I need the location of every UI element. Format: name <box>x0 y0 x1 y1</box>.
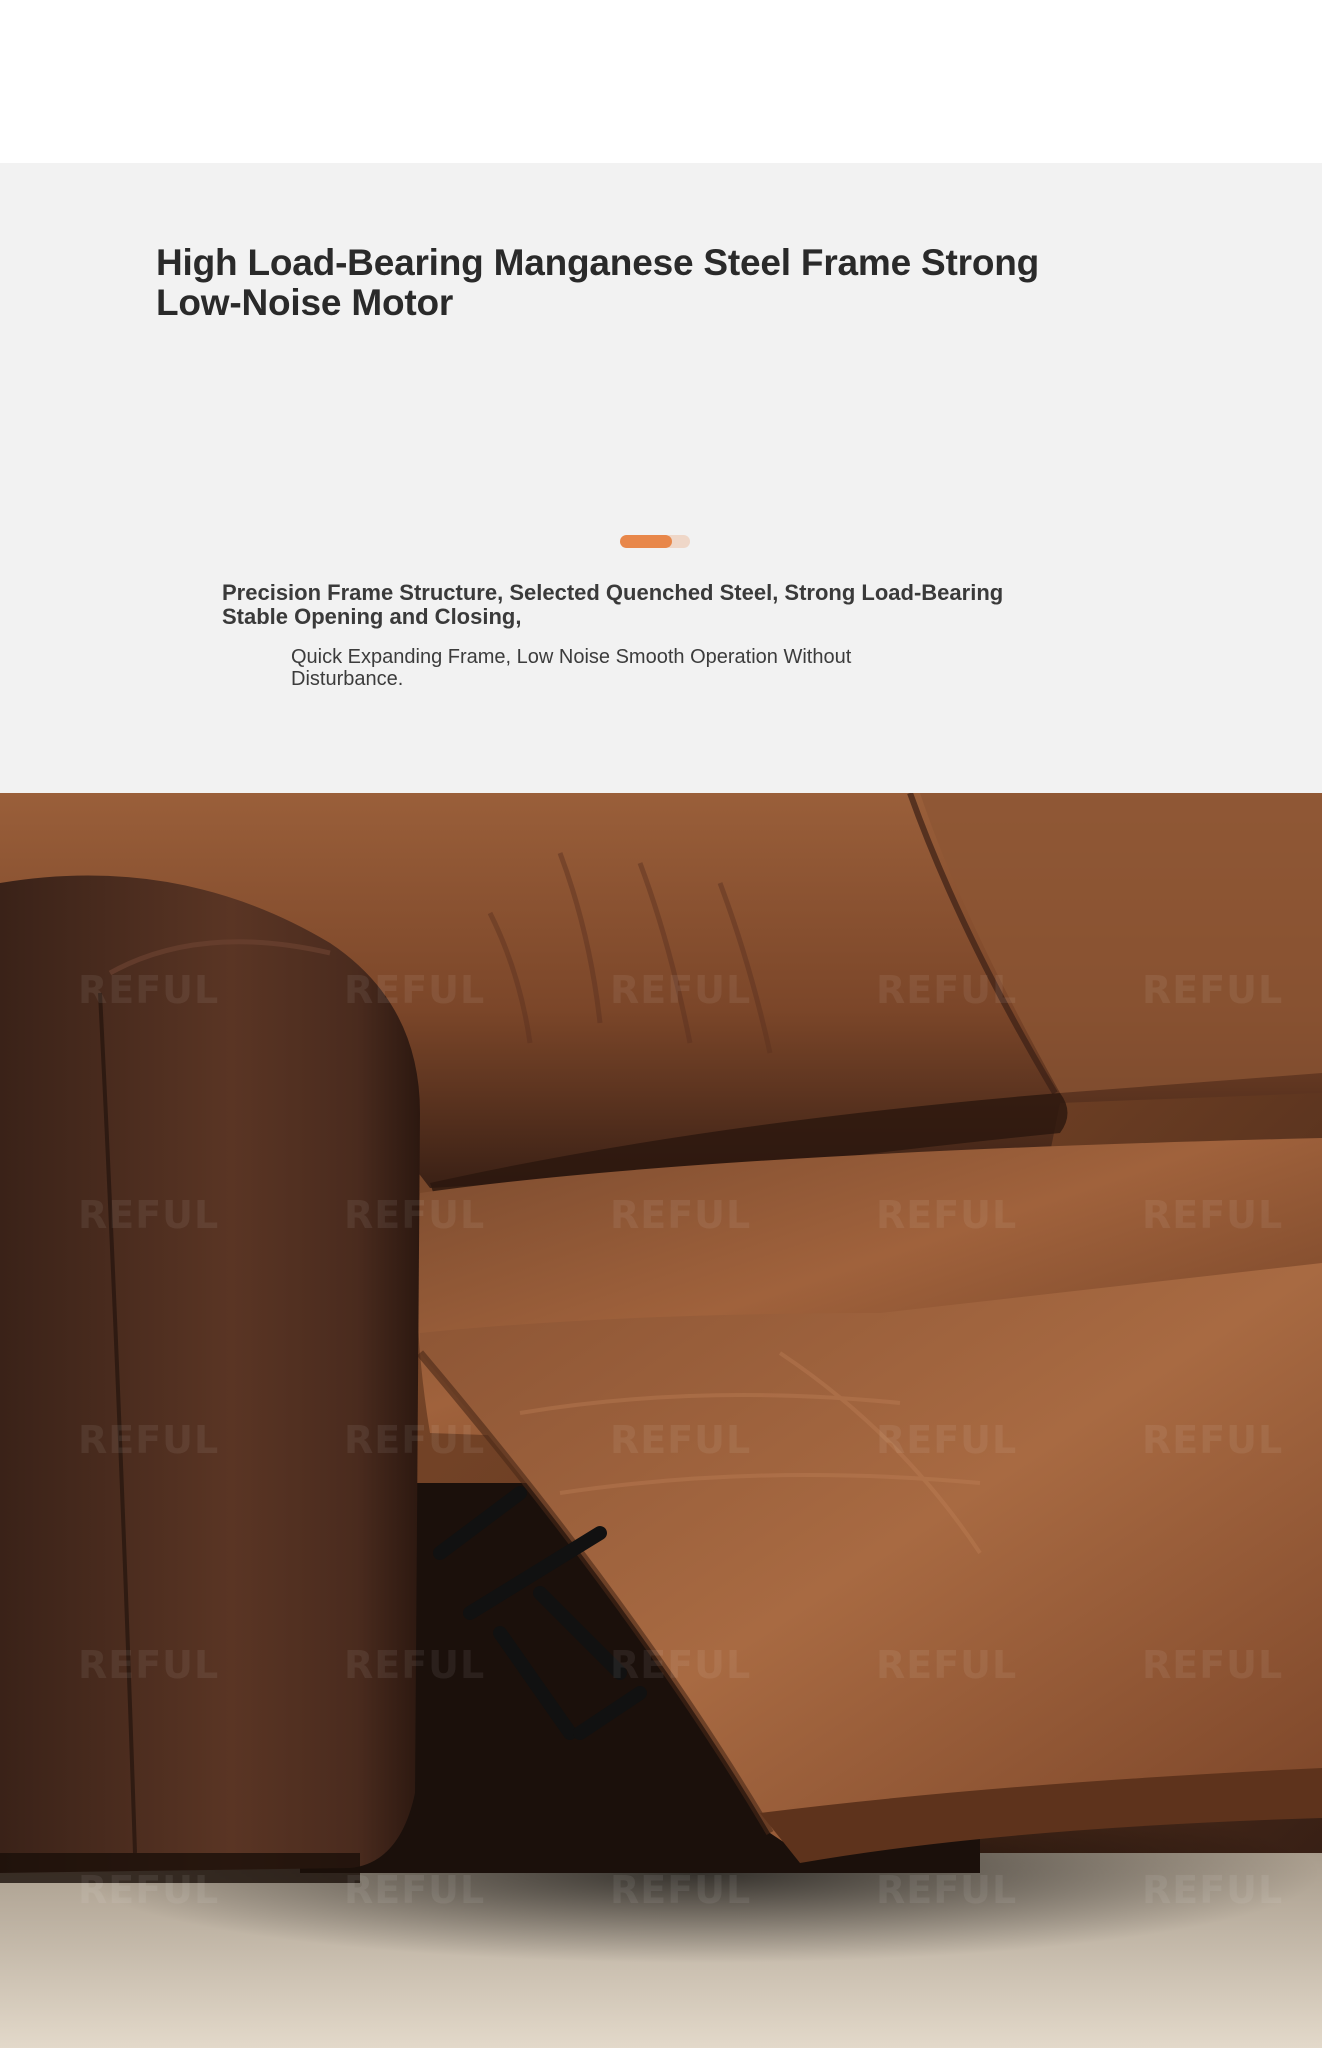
watermark-text: REFUL <box>1142 1418 1284 1462</box>
watermark-text: REFUL <box>78 1643 220 1687</box>
watermark-text: REFUL <box>610 1643 752 1687</box>
watermark-text: REFUL <box>610 968 752 1012</box>
watermark-text: REFUL <box>344 1418 486 1462</box>
watermark-text: REFUL <box>876 1193 1018 1237</box>
watermark-text: REFUL <box>610 1418 752 1462</box>
watermark-text: REFUL <box>78 1193 220 1237</box>
watermark-text: REFUL <box>344 968 486 1012</box>
watermark-text: REFUL <box>610 1193 752 1237</box>
watermark-text: REFUL <box>876 1418 1018 1462</box>
feature-subheadline: Precision Frame Structure, Selected Quenched Steel, Strong Load-Bearing Stable Opening and Closing, <box>222 580 1004 629</box>
left-armrest <box>0 876 420 1874</box>
watermark-text: REFUL <box>1142 1193 1284 1237</box>
watermark-text: REFUL <box>78 968 220 1012</box>
feature-headline: High Load-Bearing Manganese Steel Frame Strong Low-Noise Motor <box>156 242 1040 323</box>
watermark-text: REFUL <box>1142 1643 1284 1687</box>
watermark-text: REFUL <box>344 1643 486 1687</box>
watermark-text: REFUL <box>78 1418 220 1462</box>
watermark-text: REFUL <box>344 1193 486 1237</box>
watermark-text: REFUL <box>876 968 1018 1012</box>
accent-divider-glow <box>664 535 690 548</box>
top-blank-band <box>0 0 1322 163</box>
watermark-text: REFUL <box>78 1868 220 1912</box>
watermark-text: REFUL <box>876 1868 1018 1912</box>
watermark-text: REFUL <box>610 1868 752 1912</box>
watermark-text: REFUL <box>344 1868 486 1912</box>
watermark-text: REFUL <box>876 1643 1018 1687</box>
watermark-text: REFUL <box>1142 968 1284 1012</box>
watermark-text: REFUL <box>1142 1868 1284 1912</box>
feature-body-text: Quick Expanding Frame, Low Noise Smooth Operation Without Disturbance. <box>291 646 852 690</box>
recliner-sofa-photo <box>0 793 1322 2048</box>
sofa-illustration <box>0 793 1322 2048</box>
